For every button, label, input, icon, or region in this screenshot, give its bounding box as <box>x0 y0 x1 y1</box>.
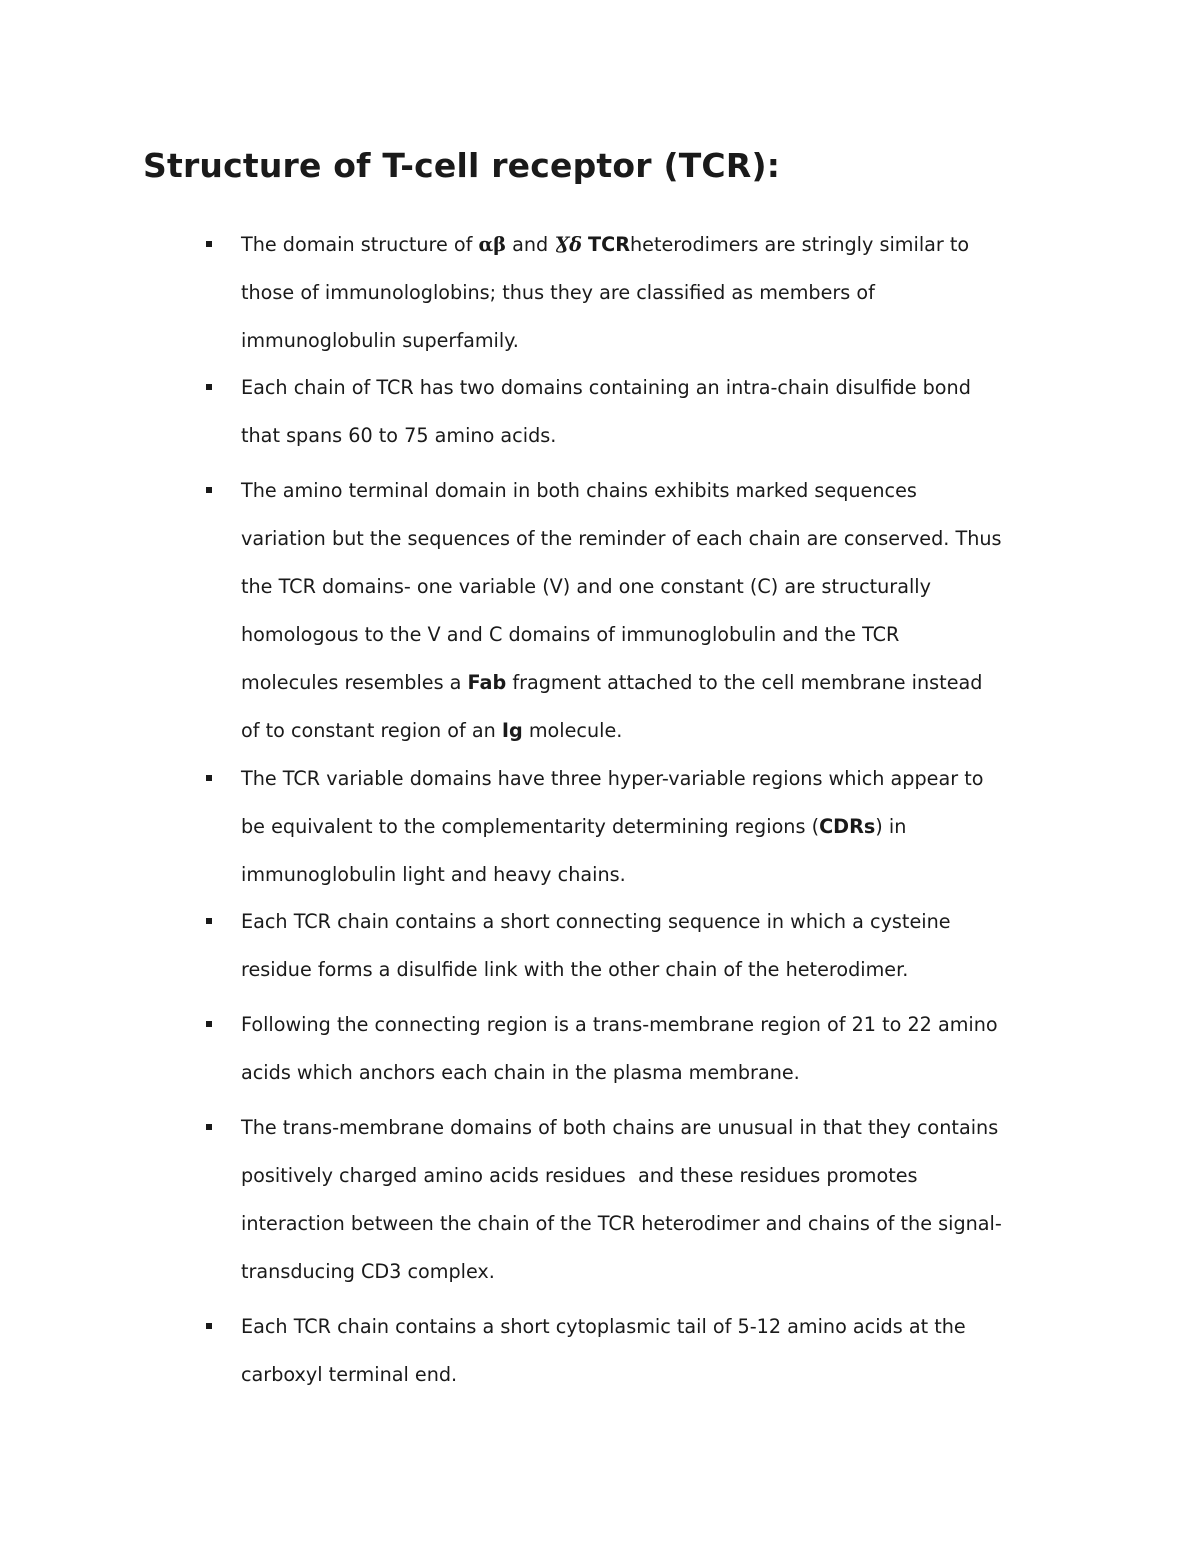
square-bullet-icon <box>206 1021 212 1027</box>
greek-gamma-delta: Ɣδ <box>554 233 582 256</box>
bold-term: Fab <box>467 671 507 694</box>
square-bullet-icon <box>206 241 212 247</box>
bullet-item <box>241 1303 1081 1399</box>
text-line: variation but the sequences of the reminder of each chain are conserved. Thus <box>241 527 1002 550</box>
text-line: immunoglobulin superfamily. <box>241 329 519 352</box>
text-line: Each TCR chain contains a short connecting sequence in which a cysteine <box>241 910 951 933</box>
square-bullet-icon <box>206 384 212 390</box>
bullet-text <box>241 467 1081 755</box>
text-line: those of immunologlobins; thus they are classified as members of <box>241 281 875 304</box>
text-line: interaction between the chain of the TCR heterodimer and chains of the signal- <box>241 1212 1002 1235</box>
greek-alpha-beta: αβ <box>478 233 507 256</box>
square-bullet-icon <box>206 487 212 493</box>
bullet-text <box>241 1001 1081 1097</box>
text-line: homologous to the V and C domains of immunoglobulin and the TCR <box>241 623 900 646</box>
bullet-item <box>241 221 1081 365</box>
text-line: acids which anchors each chain in the plasma membrane. <box>241 1061 800 1084</box>
square-bullet-icon <box>206 1124 212 1130</box>
text-run: molecules resembles a <box>241 671 468 694</box>
bullet-item <box>241 1104 1081 1296</box>
text-run: heterodimers are stringly similar to <box>629 233 970 256</box>
text-line: immunoglobulin light and heavy chains. <box>241 863 626 886</box>
bullet-text <box>241 755 1081 899</box>
text-line: The amino terminal domain in both chains exhibits marked sequences <box>241 479 917 502</box>
text-run: fragment attached to the cell membrane instead <box>506 671 983 694</box>
square-bullet-icon <box>206 775 212 781</box>
bullet-text <box>241 898 1081 994</box>
bullet-text <box>241 1104 1081 1296</box>
text-line: that spans 60 to 75 amino acids. <box>241 424 557 447</box>
bullet-item <box>241 1001 1081 1097</box>
text-line: Each TCR chain contains a short cytoplasmic tail of 5-12 amino acids at the <box>241 1315 966 1338</box>
text-line: The TCR variable domains have three hyper-variable regions which appear to <box>241 767 984 790</box>
bullet-item <box>241 755 1081 899</box>
text-line: Each chain of TCR has two domains containing an intra-chain disulfide bond <box>241 376 971 399</box>
square-bullet-icon <box>206 918 212 924</box>
text-line: transducing CD3 complex. <box>241 1260 495 1283</box>
text-run: of to constant region of an <box>241 719 502 742</box>
text-run: molecule. <box>522 719 623 742</box>
bullet-item <box>241 898 1081 994</box>
bullet-item <box>241 467 1081 755</box>
text-line: the TCR domains- one variable (V) and one constant (C) are structurally <box>241 575 931 598</box>
text-run: be equivalent to the complementarity determining regions ( <box>241 815 820 838</box>
text-run: The domain structure of <box>241 233 479 256</box>
text-line: carboxyl terminal end. <box>241 1363 458 1386</box>
square-bullet-icon <box>206 1323 212 1329</box>
bullet-text <box>241 364 1081 460</box>
bullet-text <box>241 1303 1081 1399</box>
bold-term: Ig <box>501 719 523 742</box>
bullet-item <box>241 364 1081 460</box>
bold-term: TCR <box>588 233 630 256</box>
text-run: and <box>506 233 555 256</box>
text-run: ) in <box>875 815 907 838</box>
text-line: residue forms a disulfide link with the other chain of the heterodimer. <box>241 958 909 981</box>
bullet-text <box>241 221 1081 365</box>
text-line: Following the connecting region is a trans-membrane region of 21 to 22 amino <box>241 1013 998 1036</box>
document-title: Structure of T-cell receptor (TCR): <box>143 146 781 185</box>
text-line: The trans-membrane domains of both chains are unusual in that they contains <box>241 1116 999 1139</box>
bold-term: CDRs <box>819 815 876 838</box>
text-line: positively charged amino acids residues and these residues promotes <box>241 1164 918 1187</box>
